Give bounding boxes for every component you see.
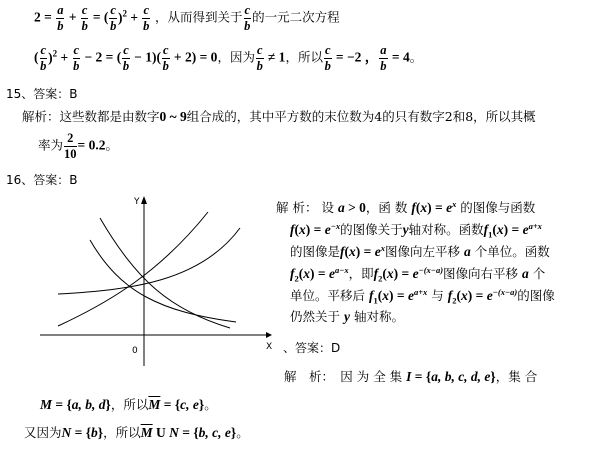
q16-s2a: 的图像关于 bbox=[340, 222, 403, 238]
q16-explain-1: 解 析： 设 a > 0，函 数 $f(x) = e^x$ 的图像与函数 bbox=[276, 199, 536, 216]
curve-f2 bbox=[100, 218, 230, 328]
q17-t2b: ，所以 bbox=[110, 397, 149, 412]
q16-answer: 16、答案：B bbox=[6, 173, 78, 187]
q16-explain-6: 仍然关于 y 轴对称。 bbox=[290, 309, 404, 324]
q17-t3b: ，所以 bbox=[103, 425, 141, 440]
x-axis-arrow bbox=[266, 332, 272, 338]
q16-s6a: 仍然关于 bbox=[290, 309, 341, 324]
q15-text-1: 解析：这些数都是由数字 bbox=[22, 109, 160, 124]
q16-s4a: ，即 bbox=[348, 266, 374, 282]
q16-explain-4: $f_2(x) = e^{a-x}$，即$f_2(x) = e^{-(x-a)}$图像向右平移 a 个 bbox=[290, 265, 546, 284]
x-axis-label: X bbox=[266, 342, 272, 352]
q17-explain-1: 解 析： 因 为 全 集 I = {a, b, c, d, e}，集 合 bbox=[284, 369, 538, 384]
q17-answer: 、答案：D bbox=[283, 341, 341, 355]
q15-text-3: 率为 bbox=[38, 137, 64, 153]
q16-s4b: 图像向右平移 bbox=[443, 266, 519, 282]
q16-s3b: 图像向左平移 bbox=[384, 244, 460, 260]
q16-s5b: 与 bbox=[431, 288, 444, 304]
q16-s2b: 轴对称。函数 bbox=[408, 222, 484, 238]
q17-t1: 解 析： 因 为 全 集 bbox=[284, 369, 403, 384]
q17-t3c: 。 bbox=[236, 425, 249, 440]
q16-s1c: 的图像与函数 bbox=[460, 200, 536, 216]
q16-explain-2: $f(x) = e^{-x}$的图像关于y轴对称。函数$f_1(x) = e^{a+x}$ bbox=[290, 221, 542, 240]
q15-numerator: 2 bbox=[64, 132, 77, 147]
q16-s5a: 单位。平移后 bbox=[290, 288, 366, 304]
equation-line-2: ( $\frac{c}{b}$ )$^2$ + $\frac{c}{b}$ − 2 = ( $\frac{c}{b}$ − 1)( $\frac{c}{b}$ + 2) = 0，因为 $\frac{c}{b}$ ≠ 1，所以 $\frac{c}{b}$ = −2 ， $\frac{a}{b}$ = 4。 bbox=[34, 43, 423, 73]
eq-zero: = 0 bbox=[199, 49, 218, 65]
curve-f-reflected bbox=[58, 228, 240, 294]
q15-explain-2 bbox=[38, 132, 118, 160]
line1-text-2: 的一元二次方程 bbox=[252, 9, 340, 25]
curve-f bbox=[90, 240, 236, 322]
origin-label: 0 bbox=[132, 346, 138, 356]
q15-denominator: 10 bbox=[64, 146, 77, 161]
curve-f1 bbox=[58, 212, 208, 326]
q16-s3c: 个单位。函数 bbox=[474, 244, 550, 260]
q16-s4c: 个 bbox=[532, 266, 546, 282]
q17-explain-2: M = {a, b, d}，所以$\overline{M} = \{c$, e}。 bbox=[40, 397, 217, 412]
q17-t1b: ，集 合 bbox=[495, 369, 538, 384]
y-axis-label: Y bbox=[134, 197, 140, 207]
q16-s1b: ，函 数 bbox=[365, 200, 408, 216]
q17-explain-3: 又因为N = {b}，所以$\overline{M}$ U N = {b, c, e}。 bbox=[24, 425, 249, 440]
line2-end: 。 bbox=[409, 49, 423, 65]
q16-s1a: 解 析： 设 bbox=[276, 200, 334, 216]
q15-text-2: 组合成的，其中平方数的末位数为4的只有数字2和8，所以其概 bbox=[186, 109, 536, 124]
q16-explain-3: 的图像是$f(x) = e^x$图像向左平移 a 个单位。函数 bbox=[290, 243, 550, 260]
q16-s3a: 的图像是 bbox=[290, 244, 341, 260]
line2-mid: ，因为 bbox=[217, 49, 255, 65]
q16-explain-5: 单位。平移后 $f_1(x) = e^{a+x}$ 与 $f_2(x) = e^{-(x-a)}$的图像 bbox=[290, 287, 555, 306]
q15-end: 。 bbox=[105, 137, 118, 153]
q17-t2c: 。 bbox=[204, 397, 217, 412]
q15-answer: 15、答案：B bbox=[6, 87, 78, 101]
equation-line-1: 2 = $\frac{a}{b}$ + $\frac{c}{b}$ = ( $\frac{c}{b}$ )$^2$ + $\frac{c}{b}$ ，从而得到关于 $\frac{c}{b}$ 的一元二次方程 bbox=[34, 3, 340, 33]
y-axis-arrow bbox=[141, 196, 147, 204]
q16-s5c: 的图像 bbox=[517, 288, 555, 304]
function-graph bbox=[40, 182, 272, 366]
q16-s6b: 轴对称。 bbox=[353, 309, 404, 324]
q15-explain-1: 解析：这些数都是由数字0 ~ 9组合成的，其中平方数的末位数为4的只有数字2和8，所以其概 bbox=[22, 109, 536, 124]
line1-text: ，从而得到关于 bbox=[154, 9, 243, 25]
q15-value: = 0.2 bbox=[77, 137, 106, 153]
line2-mid2: ，所以 bbox=[285, 49, 323, 65]
q17-t3a: 又因为 bbox=[24, 425, 62, 440]
